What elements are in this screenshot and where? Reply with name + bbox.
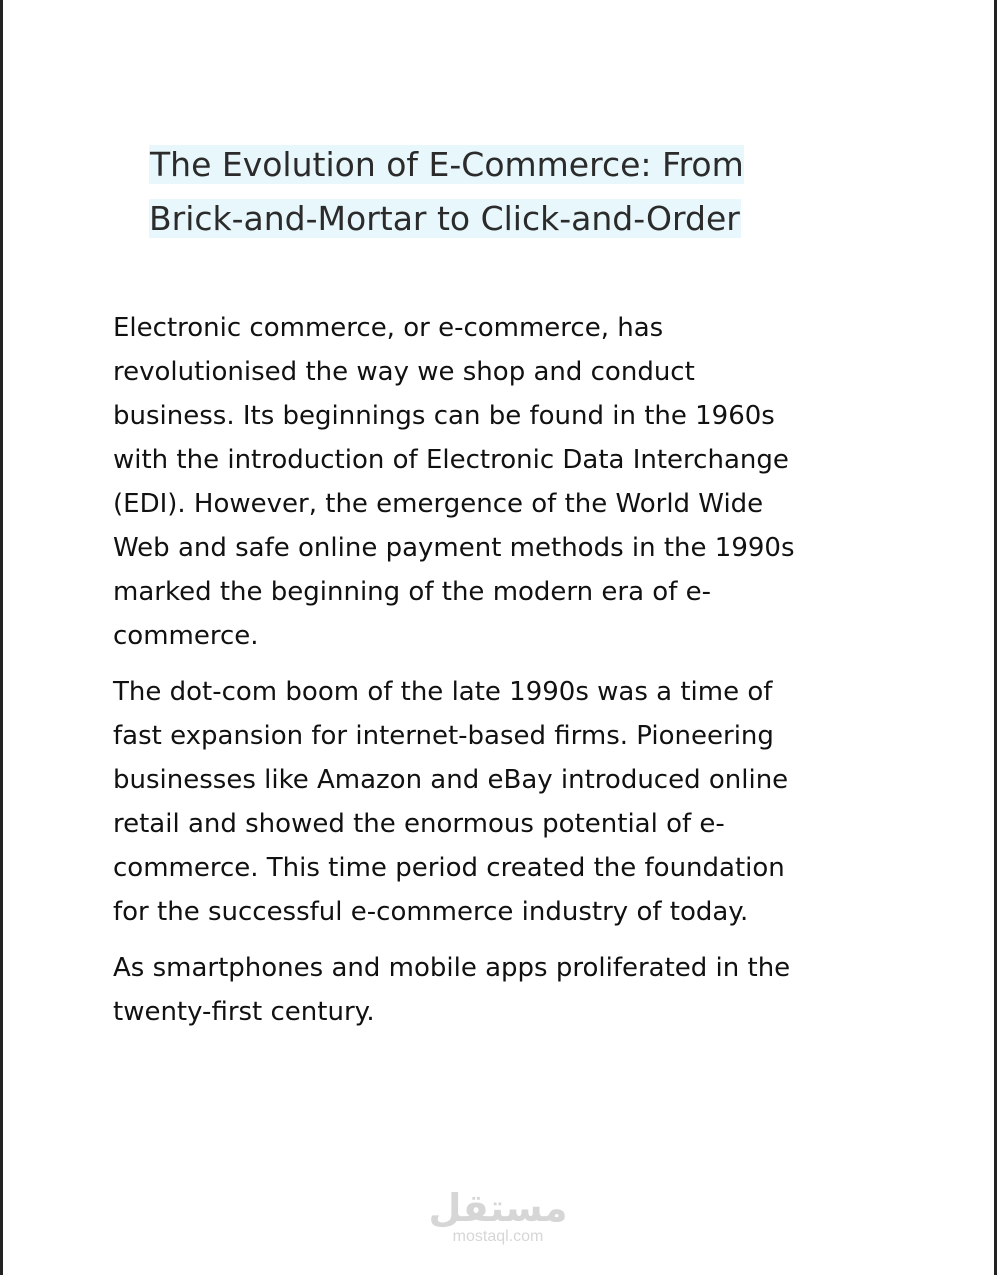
paragraph-2: The dot-com boom of the late 1990s was a time of fast expansion for internet-based firms. Pioneering businesses like Amazon and eBay introduced online retail and showed the enormous potential of e-commerce. This time period created the foundation for the successful e-commerce industry of today. [113, 677, 789, 927]
watermark-domain: mostaql.com [452, 1228, 544, 1245]
paragraph-1: Electronic commerce, or e-commerce, has revolutionised the way we shop and conduct business. Its beginnings can be found in the 1960s with the introduction of Electronic Data Interchange (EDI). However, the emergence of the World Wide Web and safe online payment methods in the 1990s marked the beginning of the modern era of e-commerce. [113, 313, 795, 651]
document-body [113, 306, 813, 1046]
paragraph-3: As smartphones and mobile apps proliferated in the twenty-first century. [113, 953, 791, 1027]
document-title [149, 138, 765, 246]
page-border-left [0, 0, 3, 1275]
mostaql-watermark [398, 1188, 598, 1246]
watermark-logo: مستقل [428, 1186, 568, 1230]
document-title-text: The Evolution of E-Commerce: From Brick-and-Mortar to Click-and-Order [149, 145, 744, 238]
